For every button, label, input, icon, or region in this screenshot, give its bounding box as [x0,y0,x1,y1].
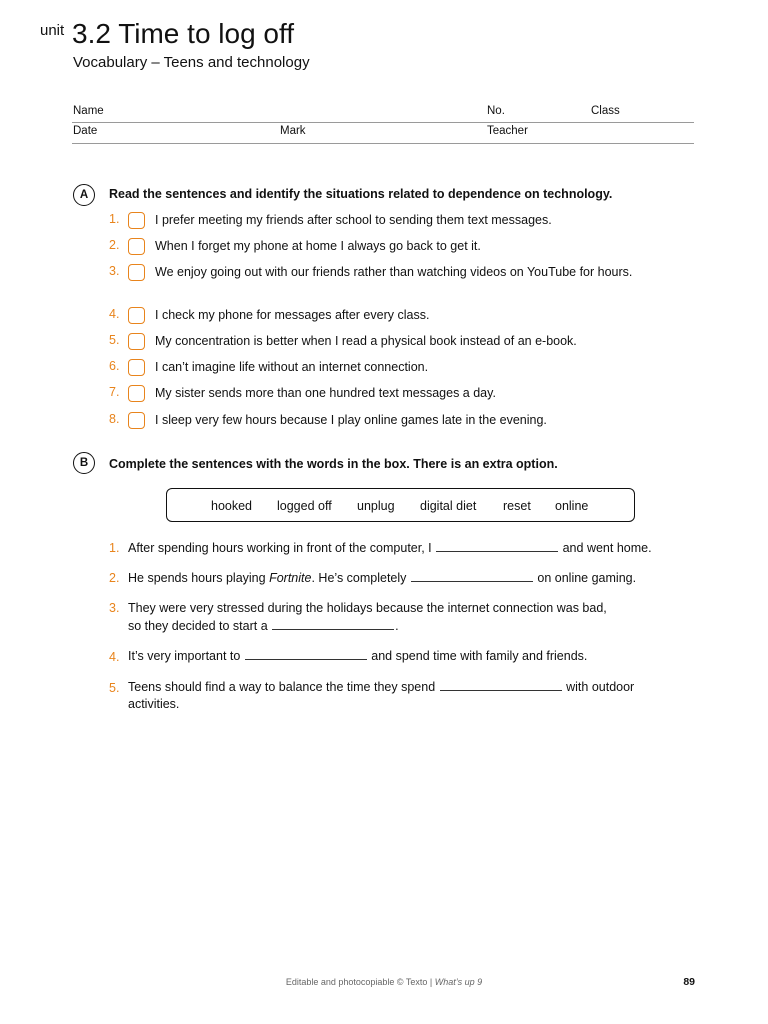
sentence-text: We enjoy going out with our friends rather than watching videos on YouTube for hours. [155,265,633,279]
page-title: 3.2 Time to log off [72,18,295,49]
item-number: 1. [109,541,120,555]
item-number: 3. [109,264,120,278]
item-number: 7. [109,385,120,399]
info-divider-top [72,122,694,123]
answer-checkbox[interactable] [128,333,145,350]
sentence-line: activities. [128,697,180,711]
word-bank-item: reset [503,499,531,513]
sentence-start: He spends hours playing [128,571,266,585]
name-label: Name [73,105,104,117]
item-number: 3. [109,601,120,615]
sentence-end: . [395,619,399,633]
gap-sentence [128,647,587,666]
gap-sentence [128,617,399,636]
unit-label: unit [40,22,65,39]
section-b-badge: B [73,452,95,474]
sentence-start: It’s very important to [128,649,241,663]
item-number: 5. [109,681,120,695]
answer-checkbox[interactable] [128,212,145,229]
sentence-text: When I forget my phone at home I always go back to get it. [155,239,481,253]
sentence-middle: . He’s completely [311,571,407,585]
word-bank-item: online [555,499,589,513]
copyright-text: Editable and photocopiable © Texto | [285,977,433,987]
answer-checkbox[interactable] [128,412,145,429]
sentence-start: After spending hours working in front of the computer, I [128,541,432,555]
item-number: 4. [109,650,120,664]
answer-checkbox[interactable] [128,385,145,402]
item-number: 6. [109,359,120,373]
sentence-text: I prefer meeting my friends after school to sending them text messages. [155,213,552,227]
gap-sentence [128,678,634,697]
class-label: Class [591,105,620,117]
sentence-text: My sister sends more than one hundred text messages a day. [155,386,496,400]
sentence-line: They were very stressed during the holidays because the internet connection was bad, [128,601,607,615]
sentence-start: Teens should find a way to balance the time they spend [128,680,436,694]
sentence-end: and spend time with family and friends. [371,649,588,663]
sentence-text: I can’t imagine life without an internet connection. [155,360,429,374]
item-number: 2. [109,238,120,252]
word-bank-item: hooked [211,499,253,513]
sentence-text: I sleep very few hours because I play online games late in the evening. [155,413,547,427]
answer-checkbox[interactable] [128,238,145,255]
section-a-instruction: Read the sentences and identify the situations related to dependence on technology. [109,187,613,201]
sentence-end: with outdoor [566,680,635,694]
sentence-end: on online gaming. [537,571,637,585]
word-bank-item: unplug [357,499,395,513]
mark-label: Mark [280,125,306,137]
page-number: 89 [683,976,695,988]
number-label: No. [487,105,505,117]
sentence-text: My concentration is better when I read a physical book instead of an e-book. [155,334,577,348]
gap-sentence [128,539,652,558]
answer-checkbox[interactable] [128,359,145,376]
answer-blank[interactable] [436,539,558,552]
item-number: 8. [109,412,120,426]
answer-blank[interactable] [411,569,533,582]
footer-copyright [0,977,768,987]
section-a-badge: A [73,184,95,206]
book-title: What’s up 9 [434,977,483,987]
word-bank-item: logged off [277,499,332,513]
word-bank-item: digital diet [420,499,477,513]
answer-checkbox[interactable] [128,264,145,281]
item-number: 1. [109,212,120,226]
sentence-start: so they decided to start a [128,619,268,633]
answer-checkbox[interactable] [128,307,145,324]
answer-blank[interactable] [440,678,562,691]
item-number: 2. [109,571,120,585]
item-number: 4. [109,307,120,321]
item-number: 5. [109,333,120,347]
sentence-end: and went home. [562,541,652,555]
teacher-label: Teacher [487,125,528,137]
sentence-text: I check my phone for messages after every class. [155,308,430,322]
gap-sentence [128,569,636,588]
date-label: Date [73,125,98,137]
game-title: Fortnite [269,571,312,585]
answer-blank[interactable] [272,617,394,630]
page-subtitle: Vocabulary – Teens and technology [73,54,310,71]
section-b-instruction: Complete the sentences with the words in the box. There is an extra option. [109,457,558,471]
info-divider-bottom [72,143,694,144]
answer-blank[interactable] [245,647,367,660]
